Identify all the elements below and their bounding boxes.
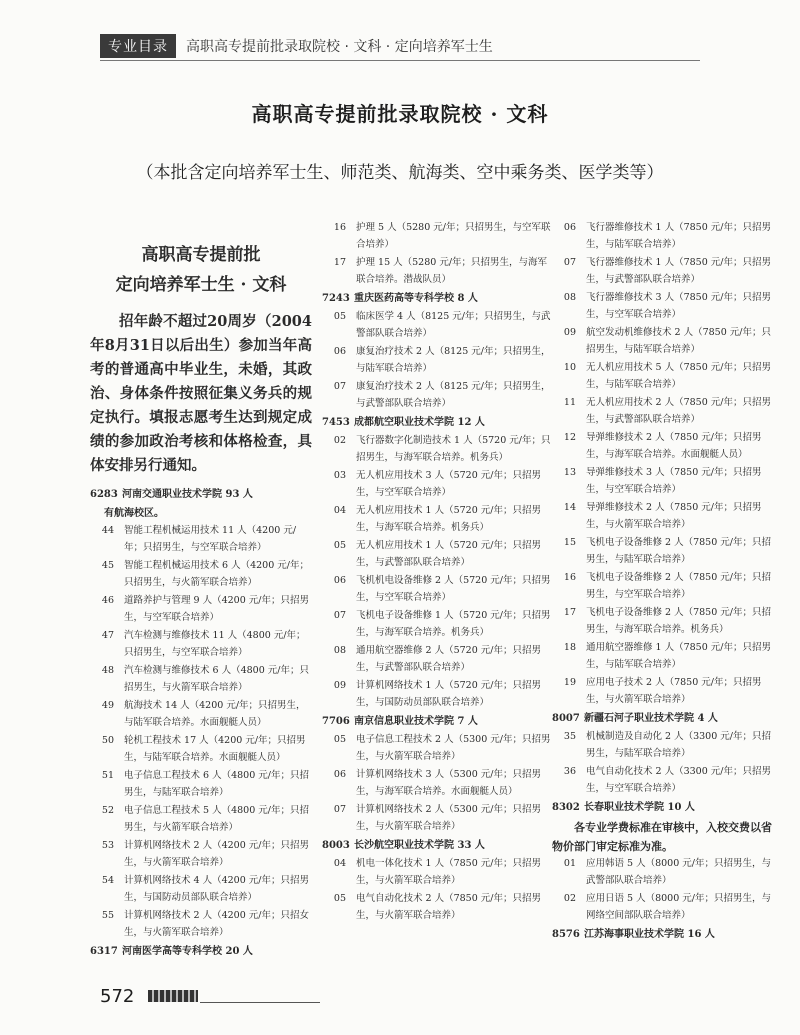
major-item: [552, 290, 774, 323]
major-code: 06: [333, 769, 346, 780]
major-code: 16: [333, 222, 346, 233]
school-code: 6317: [90, 946, 118, 957]
major-item: [322, 220, 552, 253]
major-code: 14: [563, 502, 576, 513]
major-text: 电子信息工程技术 2 人（5300 元/年；只招男生，与火箭军联合培养）: [356, 734, 551, 762]
major-item: [322, 503, 552, 536]
major-code: 04: [333, 858, 346, 869]
major-code: 16: [563, 572, 576, 583]
school-heading: [322, 414, 552, 431]
major-code: 45: [101, 560, 114, 571]
major-text: 航海技术 14 人（4200 元/年；只招男生，与陆军联合培养。水面舰艇人员）: [124, 700, 306, 728]
school-heading: [90, 943, 312, 960]
school-code: 8003: [322, 840, 350, 851]
major-item: [552, 465, 774, 498]
major-item: [90, 558, 312, 591]
major-item: [552, 856, 774, 889]
major-item: [322, 573, 552, 606]
major-text: 导弹维修技术 3 人（7850 元/年；只招男生，与空军联合培养）: [586, 467, 762, 495]
major-list: [90, 523, 312, 941]
major-text: 飞机机电设备维修 2 人（5720 元/年；只招男生，与空军联合培养）: [356, 575, 551, 603]
major-text: 计算机网络技术 3 人（5300 元/年；只招男生，与海军联合培养。水面舰艇人员）: [356, 769, 541, 797]
school-name: 长沙航空职业技术学院 33 人: [354, 840, 485, 851]
school-heading: [552, 710, 774, 727]
header: [100, 35, 493, 57]
major-item: [322, 643, 552, 676]
major-text: 导弹维修技术 2 人（7850 元/年；只招男生，与海军联合培养。水面舰艇人员）: [586, 432, 762, 460]
major-text: 护理 15 人（5280 元/年；只招男生，与海军联合培养。潜战队员）: [356, 257, 548, 285]
major-item: [322, 255, 552, 288]
major-code: 36: [563, 766, 576, 777]
page-number: 572: [100, 986, 135, 1007]
major-text: 计算机网络技术 2 人（5300 元/年；只招男生，与火箭军联合培养）: [356, 804, 541, 832]
major-text: 飞机电子设备维修 2 人（7850 元/年；只招男生，与陆军联合培养）: [586, 537, 771, 565]
major-list: [322, 856, 552, 924]
major-item: [322, 379, 552, 412]
major-code: 46: [101, 595, 114, 606]
major-text: 护理 5 人（5280 元/年；只招男生，与空军联合培养）: [356, 222, 551, 250]
major-text: 无人机应用技术 3 人（5720 元/年；只招男生，与空军联合培养）: [356, 470, 541, 498]
major-code: 55: [101, 910, 114, 921]
major-code: 49: [101, 700, 114, 711]
major-item: [90, 663, 312, 696]
major-text: 康复治疗技术 2 人（8125 元/年；只招男生，与陆军联合培养）: [356, 346, 551, 374]
major-code: 11: [563, 397, 576, 408]
column-1: [90, 220, 312, 962]
major-text: 智能工程机械运用技术 6 人（4200 元/年；只招男生，与火箭军联合培养）: [124, 560, 309, 588]
school-heading: [552, 799, 774, 816]
school-name: 成都航空职业技术学院 12 人: [354, 417, 485, 428]
major-code: 17: [333, 257, 346, 268]
major-text: 无人机应用技术 1 人（5720 元/年；只招男生，与海军联合培养。机务兵）: [356, 505, 541, 533]
major-text: 无人机应用技术 5 人（7850 元/年；只招男生，与陆军联合培养）: [586, 362, 771, 390]
major-item: [90, 838, 312, 871]
major-code: 12: [563, 432, 576, 443]
column-3: [552, 220, 774, 945]
major-text: 计算机网络技术 2 人（4200 元/年；只招男生，与火箭军联合培养）: [124, 840, 309, 868]
major-text: 电子信息工程技术 5 人（4800 元/年；只招男生，与火箭军联合培养）: [124, 805, 309, 833]
major-text: 飞机电子设备维修 2 人（7850 元/年；只招男生，与海军联合培养。机务兵）: [586, 607, 771, 635]
major-item: [552, 675, 774, 708]
major-item: [322, 309, 552, 342]
major-code: 08: [563, 292, 576, 303]
section-tag: 专业目录: [100, 34, 176, 58]
major-list: [552, 856, 774, 924]
major-text: 导弹维修技术 2 人（7850 元/年；只招男生，与火箭军联合培养）: [586, 502, 762, 530]
major-item: [90, 733, 312, 766]
major-text: 飞机电子设备维修 2 人（7850 元/年；只招男生，与空军联合培养）: [586, 572, 771, 600]
major-code: 51: [101, 770, 114, 781]
major-code: 52: [101, 805, 114, 816]
major-item: [552, 500, 774, 533]
major-item: [322, 678, 552, 711]
school-name: 新疆石河子职业技术学院 4 人: [584, 713, 718, 724]
major-item: [90, 768, 312, 801]
footer-bar: [148, 990, 198, 1002]
major-item: [322, 608, 552, 641]
major-item: [552, 255, 774, 288]
intro-heading-line-2: 定向培养军士生 · 文科: [115, 275, 287, 295]
major-list: [322, 220, 552, 288]
major-item: [322, 344, 552, 377]
major-text: 机械制造及自动化 2 人（3300 元/年；只招男生，与陆军联合培养）: [586, 731, 771, 759]
school-name: 河南医学高等专科学校 20 人: [122, 946, 253, 957]
major-code: 35: [563, 731, 576, 742]
major-code: 06: [333, 575, 346, 586]
major-code: 09: [333, 680, 346, 691]
major-code: 04: [333, 505, 346, 516]
subtitle: （本批含定向培养军士生、师范类、航海类、空中乘务类、医学类等）: [136, 163, 664, 183]
major-text: 临床医学 4 人（8125 元/年；只招男生，与武警部队联合培养）: [356, 311, 551, 339]
major-item: [552, 535, 774, 568]
major-text: 飞行器维修技术 1 人（7850 元/年；只招男生，与陆军联合培养）: [586, 222, 771, 250]
major-code: 08: [333, 645, 346, 656]
major-code: 02: [563, 893, 576, 904]
major-code: 13: [563, 467, 576, 478]
major-item: [90, 803, 312, 836]
tuition-note: 各专业学费标准在审核中，入校交费以省物价部门审定标准为准。: [552, 821, 772, 853]
major-text: 汽车检测与维修技术 11 人（4800 元/年；只招男生，与空军联合培养）: [124, 630, 306, 658]
major-code: 05: [333, 734, 346, 745]
school-name: 江苏海事职业技术学院 16 人: [584, 929, 715, 940]
school-code: 8576: [552, 929, 580, 940]
major-code: 44: [101, 525, 114, 536]
major-item: [322, 468, 552, 501]
major-text: 飞行器维修技术 1 人（7850 元/年；只招男生，与武警部队联合培养）: [586, 257, 771, 285]
major-item: [322, 802, 552, 835]
major-item: [552, 430, 774, 463]
school-code: 7243: [322, 293, 350, 304]
footer-divider: [200, 1002, 320, 1003]
major-code: 18: [563, 642, 576, 653]
major-code: 05: [333, 311, 346, 322]
intro-heading: [90, 240, 312, 300]
header-title: 高职高专提前批录取院校 · 文科 · 定向培养军士生: [186, 39, 493, 55]
major-code: 54: [101, 875, 114, 886]
major-text: 飞行器维修技术 3 人（7850 元/年；只招男生，与空军联合培养）: [586, 292, 771, 320]
intro-heading-line-1: 高职高专提前批: [141, 245, 261, 265]
major-item: [90, 523, 312, 556]
major-text: 应用电子技术 2 人（7850 元/年；只招男生，与火箭军联合培养）: [586, 677, 762, 705]
header-divider: [100, 60, 700, 61]
major-item: [552, 570, 774, 603]
major-item: [552, 640, 774, 673]
school-name: 河南交通职业技术学院 93 人: [122, 489, 253, 500]
major-text: 机电一体化技术 1 人（7850 元/年；只招男生，与火箭军联合培养）: [356, 858, 541, 886]
major-code: 03: [333, 470, 346, 481]
major-item: [322, 433, 552, 466]
major-text: 智能工程机械运用技术 11 人（4200 元/年；只招男生，与空军联合培养）: [124, 525, 297, 553]
major-code: 01: [563, 858, 576, 869]
major-text: 应用日语 5 人（8000 元/年；只招男生，与网络空间部队联合培养）: [586, 893, 771, 921]
major-text: 通用航空器维修 2 人（5720 元/年；只招男生，与武警部队联合培养）: [356, 645, 541, 673]
major-item: [552, 764, 774, 797]
major-text: 应用韩语 5 人（8000 元/年；只招男生，与武警部队联合培养）: [586, 858, 771, 886]
major-code: 05: [333, 893, 346, 904]
major-code: 10: [563, 362, 576, 373]
major-item: [552, 729, 774, 762]
major-list: [322, 309, 552, 412]
major-item: [322, 538, 552, 571]
major-code: 47: [101, 630, 114, 641]
major-text: 轮机工程技术 17 人（4200 元/年；只招男生，与陆军联合培养。水面舰艇人员）: [124, 735, 306, 763]
school-code: 6283: [90, 489, 118, 500]
school-heading: [322, 290, 552, 307]
school-code: 8302: [552, 802, 580, 813]
major-item: [322, 891, 552, 924]
school-code: 7453: [322, 417, 350, 428]
major-text: 飞机电子设备维修 1 人（5720 元/年；只招男生，与海军联合培养。机务兵）: [356, 610, 551, 638]
major-code: 09: [563, 327, 576, 338]
major-text: 通用航空器维修 1 人（7850 元/年；只招男生，与陆军联合培养）: [586, 642, 771, 670]
major-text: 飞行器数字化制造技术 1 人（5720 元/年；只招男生，与海军联合培养。机务兵）: [356, 435, 551, 463]
major-code: 06: [563, 222, 576, 233]
school-name: 长春职业技术学院 10 人: [584, 802, 695, 813]
major-list: [322, 433, 552, 711]
major-item: [90, 698, 312, 731]
major-code: 05: [333, 540, 346, 551]
school-heading: [322, 713, 552, 730]
major-item: [552, 605, 774, 638]
page-title: 高职高专提前批录取院校 · 文科: [251, 102, 549, 126]
major-item: [552, 395, 774, 428]
major-text: 康复治疗技术 2 人（8125 元/年；只招男生，与武警部队联合培养）: [356, 381, 551, 409]
major-text: 无人机应用技术 2 人（7850 元/年；只招男生，与武警部队联合培养）: [586, 397, 771, 425]
major-text: 电气自动化技术 2 人（3300 元/年；只招男生，与空军联合培养）: [586, 766, 771, 794]
major-code: 07: [333, 804, 346, 815]
major-code: 07: [333, 610, 346, 621]
major-text: 电气自动化技术 2 人（7850 元/年；只招男生，与火箭军联合培养）: [356, 893, 541, 921]
major-text: 汽车检测与维修技术 6 人（4800 元/年；只招男生，与火箭军联合培养）: [124, 665, 309, 693]
major-item: [552, 220, 774, 253]
major-item: [552, 325, 774, 358]
school-heading: [552, 926, 774, 943]
major-code: 06: [333, 346, 346, 357]
school-note: 有航海校区。: [104, 508, 164, 519]
major-item: [322, 856, 552, 889]
major-text: 航空发动机维修技术 2 人（7850 元/年；只招男生，与陆军联合培养）: [586, 327, 771, 355]
school-name: 南京信息职业技术学院 7 人: [354, 716, 478, 727]
major-list: [552, 220, 774, 708]
major-code: 07: [563, 257, 576, 268]
major-text: 电子信息工程技术 6 人（4800 元/年；只招男生，与陆军联合培养）: [124, 770, 309, 798]
major-text: 无人机应用技术 1 人（5720 元/年；只招男生，与武警部队联合培养）: [356, 540, 541, 568]
major-list: [322, 732, 552, 835]
major-code: 19: [563, 677, 576, 688]
major-item: [90, 628, 312, 661]
major-item: [90, 593, 312, 626]
major-code: 17: [563, 607, 576, 618]
major-item: [322, 767, 552, 800]
major-text: 计算机网络技术 1 人（5720 元/年；只招男生，与国防动员部队联合培养）: [356, 680, 541, 708]
major-code: 53: [101, 840, 114, 851]
major-item: [90, 873, 312, 906]
major-code: 48: [101, 665, 114, 676]
major-item: [322, 732, 552, 765]
intro-paragraph: 招年龄不超过20周岁（2004年8月31日以后出生）参加当年高考的普通高中毕业生，未婚，其政治、身体条件按照征集义务兵的规定执行。填报志愿考生达到规定成绩的参加政治考核和体格检查，具体安排另行通知。: [90, 313, 312, 474]
major-code: 02: [333, 435, 346, 446]
school-name: 重庆医药高等专科学校 8 人: [354, 293, 478, 304]
major-code: 15: [563, 537, 576, 548]
major-item: [552, 360, 774, 393]
major-list: [552, 729, 774, 797]
school-heading: [90, 486, 312, 503]
major-code: 50: [101, 735, 114, 746]
column-2: [322, 220, 552, 926]
major-text: 计算机网络技术 4 人（4200 元/年；只招男生，与国防动员部队联合培养）: [124, 875, 309, 903]
major-text: 道路养护与管理 9 人（4200 元/年；只招男生，与空军联合培养）: [124, 595, 309, 623]
school-code: 8007: [552, 713, 580, 724]
major-text: 计算机网络技术 2 人（4200 元/年；只招女生，与火箭军联合培养）: [124, 910, 309, 938]
major-code: 07: [333, 381, 346, 392]
major-item: [552, 891, 774, 924]
major-item: [90, 908, 312, 941]
school-heading: [322, 837, 552, 854]
school-code: 7706: [322, 716, 350, 727]
